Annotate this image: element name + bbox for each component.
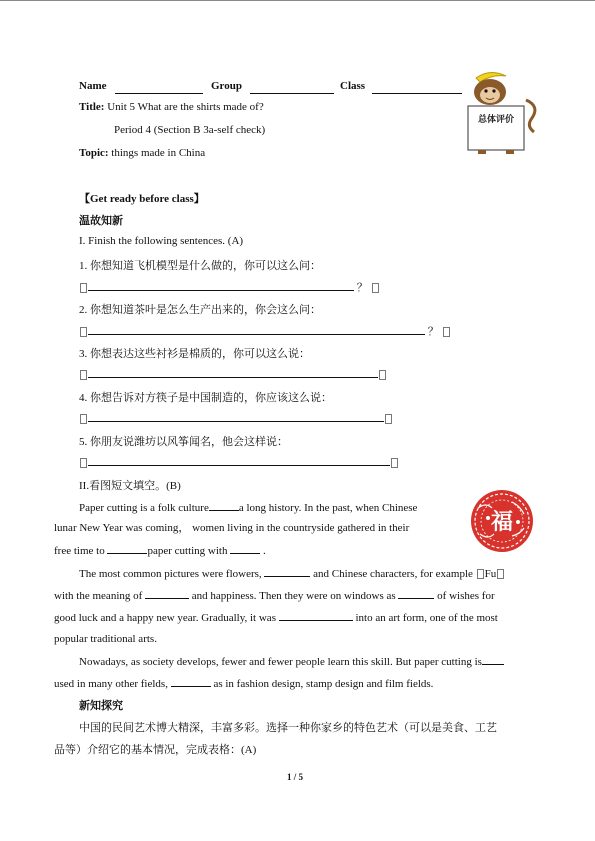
answer-line[interactable] bbox=[88, 280, 354, 291]
question-2-answer bbox=[79, 323, 451, 339]
blank-2[interactable] bbox=[107, 543, 147, 554]
fu-papercut-image bbox=[460, 488, 544, 554]
checkbox-icon bbox=[443, 327, 450, 337]
blank-7[interactable] bbox=[279, 610, 353, 621]
para2-text-b: and Chinese characters, for example bbox=[313, 568, 473, 580]
checkbox-icon bbox=[497, 569, 504, 579]
explore-heading: 新知探究 bbox=[79, 700, 123, 712]
question-2-prompt: 2. 你想知道茶叶是怎么生产出来的，你会这么问： bbox=[79, 304, 321, 316]
section-heading: 【Get ready before class】 bbox=[79, 193, 205, 205]
answer-line[interactable] bbox=[88, 455, 390, 466]
checkbox-icon bbox=[477, 569, 484, 579]
page-number: 1 / 5 bbox=[287, 772, 304, 782]
blank-1[interactable] bbox=[209, 500, 239, 511]
para1-text-f: . bbox=[263, 545, 266, 557]
explore-line2: 品等）介绍它的基本情况，完成表格：(A) bbox=[54, 744, 257, 756]
blank-3[interactable] bbox=[230, 543, 260, 554]
answer-line[interactable] bbox=[88, 324, 425, 335]
part1-title: I. Finish the following sentences. (A) bbox=[79, 235, 244, 247]
para1-line3 bbox=[54, 543, 266, 558]
fu-character: 福 bbox=[490, 510, 514, 535]
topic-row bbox=[79, 147, 205, 159]
name-label: Name bbox=[79, 80, 107, 92]
blank-9[interactable] bbox=[171, 676, 211, 687]
topic-text: things made in China bbox=[111, 147, 206, 159]
para2-text-a: The most common pictures were flowers, bbox=[79, 568, 262, 580]
checkbox-icon bbox=[80, 327, 87, 337]
question-3-answer bbox=[79, 367, 387, 381]
para3-text-c: as in fashion design, stamp design and film fields. bbox=[213, 678, 434, 690]
explore-line1: 中国的民间艺术博大精深，丰富多彩。选择一种你家乡的特色艺术（可以是美食、工艺 bbox=[79, 722, 497, 734]
group-label: Group bbox=[211, 80, 242, 92]
blank-8[interactable] bbox=[482, 654, 504, 665]
part2-title: II.看图短文填空。(B) bbox=[79, 480, 181, 492]
class-label: Class bbox=[340, 80, 366, 92]
para2-text-fu: Fu bbox=[484, 568, 497, 580]
question-5-answer bbox=[79, 455, 399, 469]
para1-line1 bbox=[79, 500, 417, 515]
period-text: Period 4 (Section B 3a-self check) bbox=[114, 124, 266, 136]
para3-line2 bbox=[54, 676, 433, 691]
question-1-prompt: 1. 你想知道飞机模型是什么做的，你可以这么问： bbox=[79, 260, 321, 272]
para3-text-a: Nowadays, as society develops, fewer and fewer people learn this skill. But paper cutting is bbox=[79, 656, 482, 668]
question-3-prompt: 3. 你想表达这些衬衫是棉质的，你可以这么说： bbox=[79, 348, 310, 360]
title-row bbox=[79, 101, 264, 113]
para1-line2: lunar New Year was coming， women living in the countryside gathered in their bbox=[54, 522, 410, 534]
question-5-prompt: 5. 你朋友说潍坊以风筝闻名，他会这样说： bbox=[79, 436, 288, 448]
para3-text-b: used in many other fields, bbox=[54, 678, 168, 690]
checkbox-icon bbox=[80, 458, 87, 468]
title-text: Unit 5 What are the shirts made of? bbox=[107, 101, 264, 113]
para1-text-e: paper cutting with bbox=[147, 545, 228, 557]
blank-4[interactable] bbox=[264, 566, 310, 577]
answer-line[interactable] bbox=[88, 411, 384, 422]
checkbox-icon bbox=[80, 370, 87, 380]
question-mark: ？ bbox=[427, 326, 439, 338]
checkbox-icon bbox=[385, 414, 392, 424]
checkbox-icon bbox=[80, 283, 87, 293]
class-blank[interactable] bbox=[372, 92, 462, 94]
para1-text-b: a long history. In the past, when Chinese bbox=[238, 502, 418, 514]
checkbox-icon bbox=[80, 414, 87, 424]
top-border bbox=[0, 0, 595, 1]
question-4-prompt: 4. 你想告诉对方筷子是中国制造的，你应该这么说： bbox=[79, 392, 332, 404]
para2-line1 bbox=[79, 566, 505, 581]
monkey-evaluation-image bbox=[462, 70, 542, 156]
para1-text-d: free time to bbox=[54, 545, 105, 557]
topic-label: Topic: bbox=[79, 147, 109, 159]
answer-line[interactable] bbox=[88, 367, 378, 378]
question-4-answer bbox=[79, 411, 393, 425]
para3-line1 bbox=[79, 654, 504, 669]
blank-6[interactable] bbox=[398, 588, 434, 599]
para2-text-e: and happiness. Then they were on windows as bbox=[191, 590, 396, 602]
title-label: Title: bbox=[79, 101, 105, 113]
para2-text-h: into an art form, one of the most bbox=[355, 612, 498, 624]
checkbox-icon bbox=[391, 458, 398, 468]
para2-text-f: of wishes for bbox=[437, 590, 495, 602]
para2-text-g: good luck and a happy new year. Gradually, it was bbox=[54, 612, 276, 624]
para2-line4: popular traditional arts. bbox=[54, 633, 157, 645]
checkbox-icon bbox=[379, 370, 386, 380]
question-1-answer bbox=[79, 279, 380, 295]
group-blank[interactable] bbox=[250, 92, 334, 94]
para2-text-d: with the meaning of bbox=[54, 590, 143, 602]
para2-line3 bbox=[54, 610, 498, 625]
name-blank[interactable] bbox=[115, 92, 203, 94]
review-heading: 温故知新 bbox=[79, 215, 123, 227]
blank-5[interactable] bbox=[145, 588, 189, 599]
evaluation-badge-text: 总体评价 bbox=[477, 115, 515, 125]
para2-line2 bbox=[54, 588, 495, 603]
question-mark: ？ bbox=[356, 282, 368, 294]
para1-text-a: Paper cutting is a folk culture bbox=[79, 502, 209, 514]
checkbox-icon bbox=[372, 283, 379, 293]
